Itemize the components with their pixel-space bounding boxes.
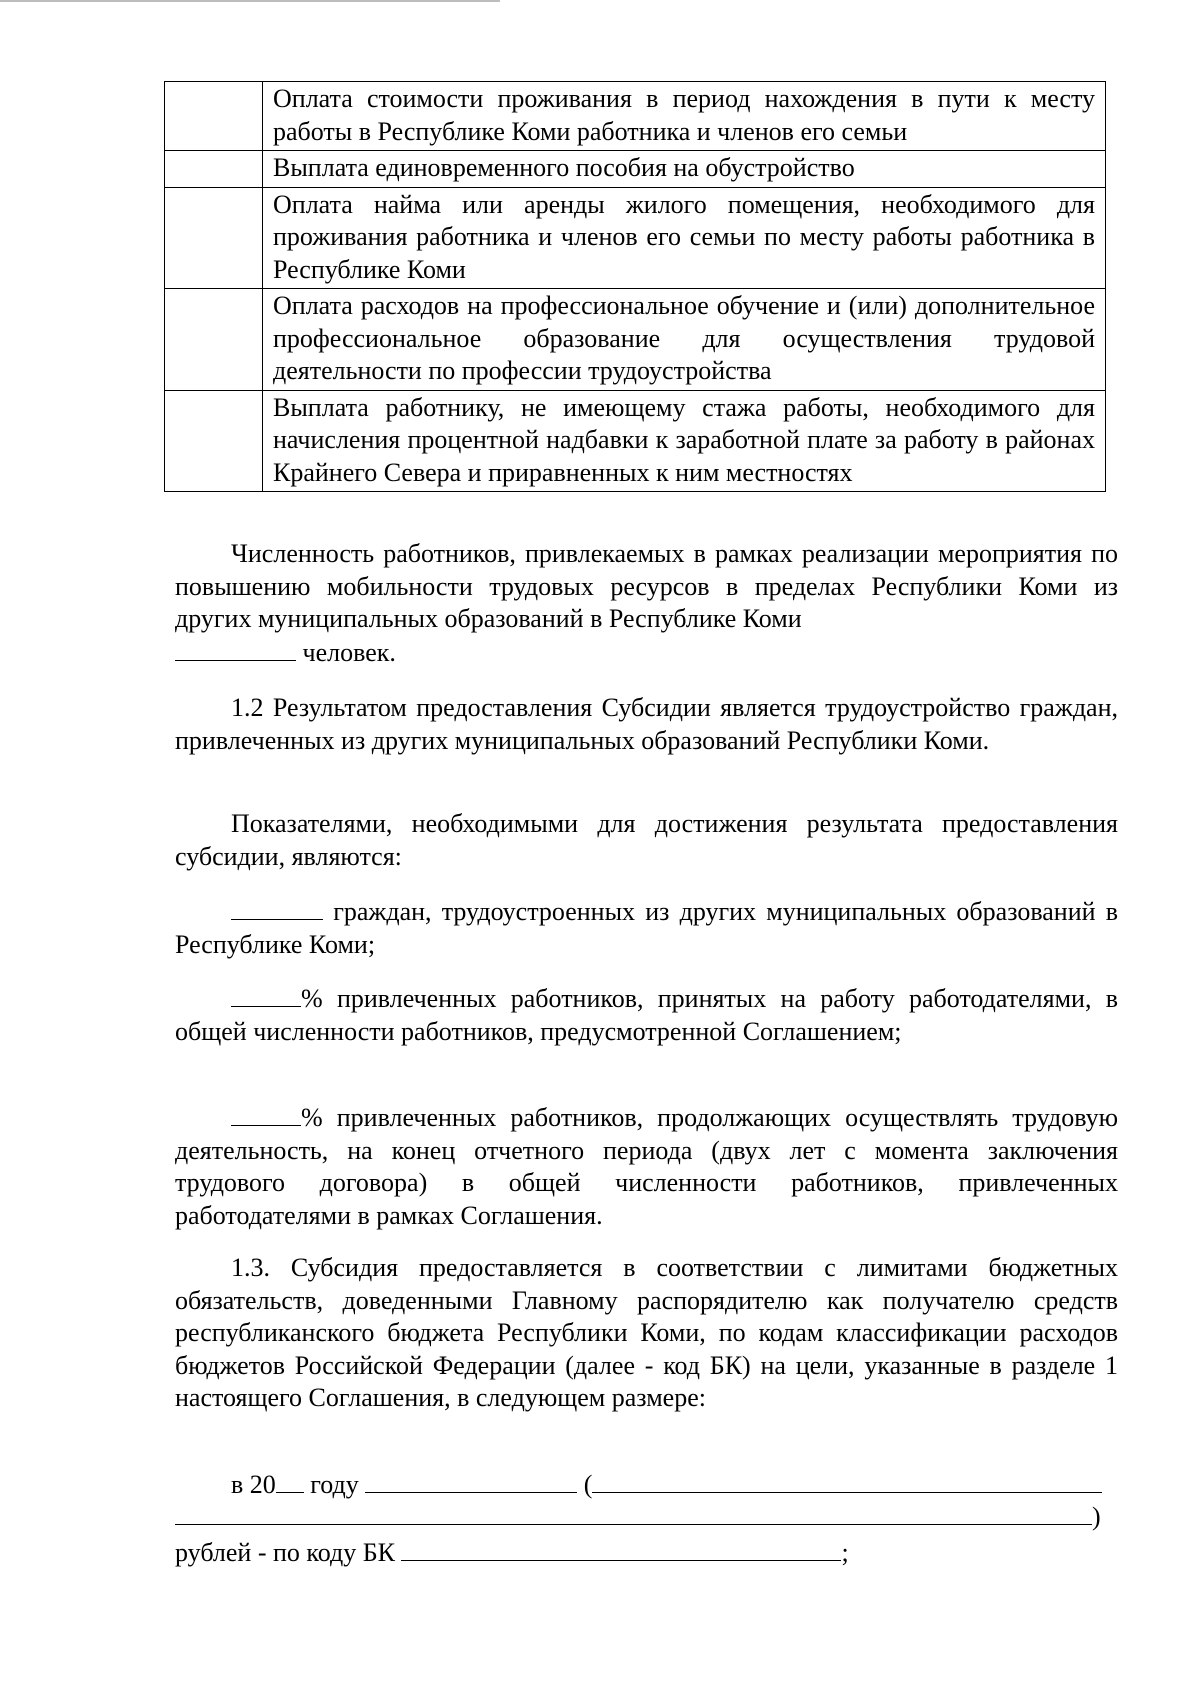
rub-label: рублей - по коду БК [175, 1538, 395, 1567]
table-text-cell: Оплата найма или аренды жилого помещения, необходимого для проживания работника и членов его семьи по месту работы работника в Республике Коми [263, 187, 1106, 289]
indicator-1-blank [231, 895, 323, 920]
indicator-3-text: привлеченных работников, продолжающих осуществлять трудовую деятельность, на конец отчетного периода (двух лет с момента заключения трудового договора) в общей численности работников, привлеченных работодателями в рамках Соглашения. [175, 1103, 1119, 1230]
bk-line [175, 1536, 1118, 1570]
year-prefix: в 20 [231, 1470, 276, 1499]
table-num-cell [165, 187, 263, 289]
table-num-cell [165, 82, 263, 151]
headcount-line [175, 636, 1118, 670]
indicator-item-3 [175, 1101, 1118, 1232]
indicator-2-percent: % [301, 984, 323, 1013]
indicator-item-1 [175, 895, 1118, 961]
indicator-2-text: привлеченных работников, принятых на работу работодателями, в общей численности работников, предусмотренной Соглашением; [175, 984, 1119, 1046]
year-blank [276, 1468, 304, 1493]
indicator-2-blank [231, 982, 301, 1007]
bk-code-blank [401, 1536, 841, 1561]
close-paren: ) [1092, 1502, 1101, 1531]
cost-table [164, 81, 1106, 492]
table-text-cell: Выплата работнику, не имеющему стажа работы, необходимого для начисления процентной надбавки к заработной плате за работу в районах Крайнего Севера и приравненных к ним местностях [263, 390, 1106, 492]
indicator-3-blank [231, 1101, 301, 1126]
table-num-cell [165, 151, 263, 188]
table-row [165, 390, 1106, 492]
headcount-blank [175, 636, 296, 661]
table-num-cell [165, 390, 263, 492]
table-text-cell: Выплата единовременного пособия на обустройство [263, 151, 1106, 188]
indicator-item-2 [175, 982, 1118, 1048]
open-paren: ( [583, 1470, 593, 1499]
table-row [165, 187, 1106, 289]
indicator-1-text: граждан, трудоустроенных из других муниципальных образований в Республике Коми; [175, 897, 1118, 959]
amount-blank [365, 1468, 577, 1493]
table-text-cell: Оплата расходов на профессиональное обучение и (или) дополнительное профессиональное образование для осуществления трудовой деятельности по профессии трудоустройства [263, 289, 1106, 391]
amount-words-line [175, 1500, 1118, 1534]
table-row [165, 82, 1106, 151]
top-rule [0, 0, 500, 2]
headcount-paragraph [175, 538, 1118, 669]
semicolon: ; [841, 1538, 849, 1567]
subsidy-paragraph: 1.3. Субсидия предоставляется в соответствии с лимитами бюджетных обязательств, доведенными Главному распорядителю как получателю средств республиканского бюджета Республики Коми, по кодам классификации расходов бюджетов Российской Федерации (далее - код БК) на цели, указанные в разделе 1 настоящего Соглашения, в следующем размере: [175, 1253, 1118, 1412]
indicator-3-percent: % [301, 1103, 323, 1132]
result-paragraph: 1.2 Результатом предоставления Субсидии является трудоустройство граждан, привлеченных из других муниципальных образований Республики Коми. [175, 693, 1118, 755]
indicators-intro: Показателями, необходимыми для достижения результата предоставления субсидии, являются: [175, 809, 1118, 871]
headcount-text: Численность работников, привлекаемых в рамках реализации мероприятия по повышению мобильности трудовых ресурсов в пределах Республики Коми из других муниципальных образований в Республике Коми [175, 539, 1118, 633]
headcount-unit: человек. [302, 637, 396, 667]
table-row [165, 289, 1106, 391]
year-word: году [310, 1470, 359, 1499]
table-text-cell: Оплата стоимости проживания в период нахождения в пути к месту работы в Республике Коми работника и членов его семьи [263, 82, 1106, 151]
table-num-cell [165, 289, 263, 391]
amount-words-blank-1 [592, 1468, 1102, 1493]
table-row [165, 151, 1106, 188]
amount-words-blank-2 [175, 1500, 1092, 1525]
amount-line [175, 1468, 1118, 1502]
